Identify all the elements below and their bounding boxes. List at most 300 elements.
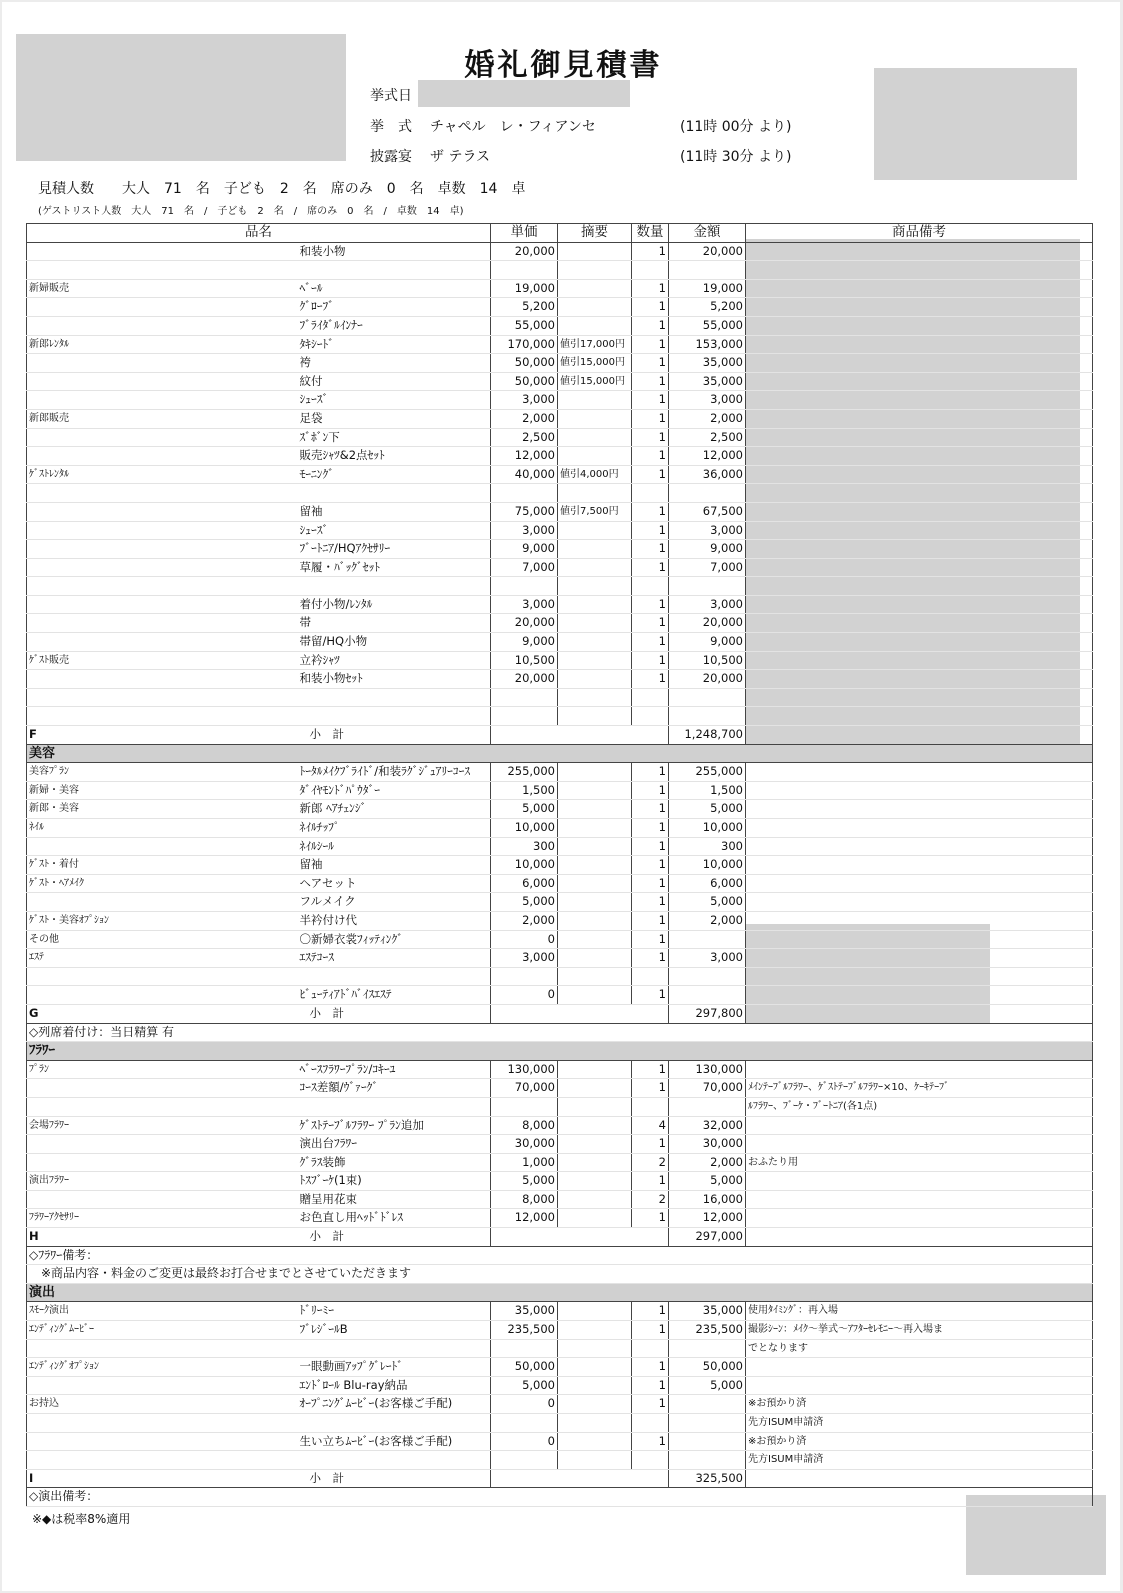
category-cell: ﾌﾟﾗﾝ — [27, 1060, 164, 1079]
remark-cell — [746, 335, 1093, 354]
remark-cell: 先方ISUM申請済 — [746, 1451, 1093, 1470]
table-row — [27, 800, 1093, 819]
unit-price-cell: 20,000 — [491, 242, 558, 261]
reception-label: 披露宴 — [370, 149, 412, 165]
memo-cell — [558, 967, 632, 986]
memo-cell — [558, 540, 632, 559]
item-name-cell — [164, 261, 491, 280]
quantity-cell: 1 — [632, 986, 669, 1005]
amount-cell: 5,200 — [669, 298, 746, 317]
table-row — [27, 967, 1093, 986]
quantity-cell: 1 — [632, 670, 669, 689]
unit-price-cell — [491, 484, 558, 503]
category-cell: ｴｽﾃ — [27, 949, 164, 968]
table-row — [27, 911, 1093, 930]
amount-cell: 12,000 — [669, 447, 746, 466]
item-name-cell: 和装小物ｾｯﾄ — [164, 670, 491, 689]
remark-cell — [746, 1190, 1093, 1209]
remark-cell — [746, 949, 1093, 968]
memo-cell — [558, 930, 632, 949]
remark-cell — [746, 558, 1093, 577]
amount-cell: 300 — [669, 837, 746, 856]
category-cell — [27, 1414, 164, 1433]
reception-venue: ザ テラス — [430, 149, 491, 165]
quantity-cell: 1 — [632, 595, 669, 614]
category-cell — [27, 298, 164, 317]
amount-cell: 5,000 — [669, 1172, 746, 1191]
table-row — [27, 1060, 1093, 1079]
unit-price-cell — [491, 688, 558, 707]
table-row — [27, 279, 1093, 298]
amount-cell: 36,000 — [669, 465, 746, 484]
memo-cell — [558, 633, 632, 652]
unit-price-cell: 0 — [491, 930, 558, 949]
remark-cell — [746, 856, 1093, 875]
unit-price-cell: 0 — [491, 986, 558, 1005]
remark-cell — [746, 986, 1093, 1005]
table-row — [27, 558, 1093, 577]
memo-cell — [558, 893, 632, 912]
quantity-cell: 1 — [632, 1060, 669, 1079]
unit-price-cell: 2,500 — [491, 428, 558, 447]
category-cell — [27, 1376, 164, 1395]
remark-cell: ﾙﾌﾗﾜｰ、ﾌﾞｰｹ・ﾌﾞｰﾄﾆｱ(各1点) — [746, 1097, 1093, 1116]
remark-cell — [746, 428, 1093, 447]
subtotal-amount: 325,500 — [669, 1469, 746, 1488]
memo-cell — [558, 577, 632, 596]
table-row — [27, 335, 1093, 354]
remark-cell — [746, 279, 1093, 298]
subtotal-remark — [746, 726, 1093, 745]
subtotal-code: F — [27, 726, 164, 745]
item-name-cell: ﾋﾞｭｰﾃｨｱﾄﾞﾊﾞｲｽｴｽﾃ — [164, 986, 491, 1005]
estimate-table — [26, 223, 1093, 1507]
memo-cell — [558, 949, 632, 968]
quantity-cell — [632, 1339, 669, 1358]
item-name-cell: ﾍﾞｰﾙ — [164, 279, 491, 298]
amount-cell — [669, 1395, 746, 1414]
category-cell — [27, 1432, 164, 1451]
item-name-cell: ｹﾞｽﾄﾃｰﾌﾞﾙﾌﾗﾜｰ ﾌﾟﾗﾝ追加 — [164, 1116, 491, 1135]
quantity-cell: 1 — [632, 874, 669, 893]
amount-cell: 20,000 — [669, 614, 746, 633]
amount-cell: 2,000 — [669, 1153, 746, 1172]
table-row — [27, 1209, 1093, 1228]
unit-price-cell: 6,000 — [491, 874, 558, 893]
unit-price-cell: 70,000 — [491, 1079, 558, 1098]
item-name-cell — [164, 577, 491, 596]
quantity-cell: 1 — [632, 1135, 669, 1154]
memo-cell: 値引15,000円 — [558, 354, 632, 373]
amount-cell: 3,000 — [669, 391, 746, 410]
category-cell: 新婦販売 — [27, 279, 164, 298]
category-cell — [27, 1190, 164, 1209]
amount-cell — [669, 930, 746, 949]
remark-cell — [746, 1376, 1093, 1395]
quantity-cell: 1 — [632, 465, 669, 484]
category-cell: ｹﾞｽﾄﾚﾝﾀﾙ — [27, 465, 164, 484]
memo-cell — [558, 1135, 632, 1154]
quantity-cell: 1 — [632, 298, 669, 317]
amount-cell: 9,000 — [669, 633, 746, 652]
table-row — [27, 986, 1093, 1005]
item-name-cell: ｴｽﾃｺｰｽ — [164, 949, 491, 968]
category-cell: 新郎販売 — [27, 409, 164, 428]
item-name-cell — [164, 1097, 491, 1116]
category-cell — [27, 428, 164, 447]
item-name-cell: ｽﾞﾎﾞﾝ下 — [164, 428, 491, 447]
amount-cell: 16,000 — [669, 1190, 746, 1209]
item-name-cell: ｸﾞﾗｽ装飾 — [164, 1153, 491, 1172]
subtotal-label: 小 計 — [164, 1228, 491, 1247]
table-row — [27, 521, 1093, 540]
quantity-cell: 1 — [632, 521, 669, 540]
unit-price-cell — [491, 707, 558, 726]
item-name-cell: 紋付 — [164, 372, 491, 391]
amount-cell: 5,000 — [669, 800, 746, 819]
category-cell: ｹﾞｽﾄ・ﾍｱﾒｲｸ — [27, 874, 164, 893]
remark-cell — [746, 1358, 1093, 1377]
estimate-page — [2, 2, 1120, 1591]
table-row — [27, 316, 1093, 335]
unit-price-cell: 20,000 — [491, 614, 558, 633]
category-cell — [27, 595, 164, 614]
amount-cell: 3,000 — [669, 595, 746, 614]
table-row — [27, 633, 1093, 652]
item-name-cell — [164, 967, 491, 986]
quantity-cell: 1 — [632, 856, 669, 875]
category-cell — [27, 1153, 164, 1172]
quantity-cell: 1 — [632, 1358, 669, 1377]
quantity-cell — [632, 484, 669, 503]
category-cell — [27, 1339, 164, 1358]
unit-price-cell: 5,000 — [491, 1376, 558, 1395]
category-cell: ﾈｲﾙ — [27, 819, 164, 838]
table-row — [27, 874, 1093, 893]
section-title: ﾌﾗﾜｰ — [27, 1042, 1093, 1061]
memo-cell — [558, 819, 632, 838]
remark-cell — [746, 893, 1093, 912]
header-quantity: 数量 — [632, 224, 669, 243]
amount-cell: 35,000 — [669, 372, 746, 391]
unit-price-cell: 20,000 — [491, 670, 558, 689]
table-row — [27, 1321, 1093, 1340]
memo-cell — [558, 874, 632, 893]
amount-cell: 20,000 — [669, 670, 746, 689]
quantity-cell: 1 — [632, 949, 669, 968]
note-row — [27, 1488, 1093, 1507]
unit-price-cell: 3,000 — [491, 949, 558, 968]
reception-time: (11時 30分 より) — [680, 149, 792, 165]
unit-price-cell: 10,000 — [491, 856, 558, 875]
item-name-cell: 草履・ﾊﾞｯｸﾞｾｯﾄ — [164, 558, 491, 577]
item-name-cell — [164, 688, 491, 707]
table-row — [27, 1135, 1093, 1154]
memo-cell — [558, 781, 632, 800]
subtotal-spacer — [491, 1004, 669, 1023]
memo-cell — [558, 1451, 632, 1470]
table-row — [27, 763, 1093, 782]
item-name-cell: フルメイク — [164, 893, 491, 912]
quantity-cell: 2 — [632, 1190, 669, 1209]
remark-cell: おふたり用 — [746, 1153, 1093, 1172]
unit-price-cell: 2,000 — [491, 409, 558, 428]
table-row — [27, 856, 1093, 875]
item-name-cell: 和装小物 — [164, 242, 491, 261]
table-row — [27, 707, 1093, 726]
table-row — [27, 670, 1093, 689]
memo-cell — [558, 242, 632, 261]
memo-cell — [558, 911, 632, 930]
unit-price-cell: 50,000 — [491, 372, 558, 391]
category-cell: 新郎ﾚﾝﾀﾙ — [27, 335, 164, 354]
quantity-cell: 1 — [632, 242, 669, 261]
item-name-cell — [164, 707, 491, 726]
table-row — [27, 261, 1093, 280]
category-cell — [27, 1451, 164, 1470]
remark-cell — [746, 595, 1093, 614]
item-name-cell: ﾀﾞｲﾔﾓﾝﾄﾞﾊﾟｳﾀﾞｰ — [164, 781, 491, 800]
category-cell — [27, 1097, 164, 1116]
header-amount: 金額 — [669, 224, 746, 243]
subtotal-amount: 1,248,700 — [669, 726, 746, 745]
quantity-cell — [632, 261, 669, 280]
redacted-stamp-block — [874, 68, 1077, 180]
item-name-cell: 足袋 — [164, 409, 491, 428]
remark-cell — [746, 688, 1093, 707]
category-cell: 美容ﾌﾟﾗﾝ — [27, 763, 164, 782]
category-cell: ﾌﾗﾜｰｱｸｾｻﾘｰ — [27, 1209, 164, 1228]
subtotal-amount: 297,000 — [669, 1228, 746, 1247]
memo-cell — [558, 1209, 632, 1228]
unit-price-cell: 40,000 — [491, 465, 558, 484]
memo-cell — [558, 1190, 632, 1209]
category-cell — [27, 372, 164, 391]
subtotal-spacer — [491, 726, 669, 745]
memo-cell — [558, 279, 632, 298]
item-name-cell: 販売ｼｬﾂ&2点ｾｯﾄ — [164, 447, 491, 466]
quantity-cell: 1 — [632, 1321, 669, 1340]
remark-cell: ※お預かり済 — [746, 1395, 1093, 1414]
remark-cell — [746, 819, 1093, 838]
quantity-cell: 1 — [632, 800, 669, 819]
memo-cell — [558, 447, 632, 466]
item-name-cell: ﾌﾞﾚｼﾞｰﾙB — [164, 1321, 491, 1340]
item-name-cell: 生い立ちﾑｰﾋﾞｰ(お客様ご手配) — [164, 1432, 491, 1451]
category-cell — [27, 447, 164, 466]
quantity-cell: 1 — [632, 372, 669, 391]
amount-cell — [669, 986, 746, 1005]
table-row — [27, 428, 1093, 447]
quantity-cell — [632, 707, 669, 726]
item-name-cell: ｸﾞﾛｰﾌﾞ — [164, 298, 491, 317]
unit-price-cell: 5,000 — [491, 1172, 558, 1191]
remark-cell — [746, 1135, 1093, 1154]
remark-cell — [746, 316, 1093, 335]
table-row — [27, 1116, 1093, 1135]
item-name-cell: 新郎 ﾍｱﾁｪﾝｼﾞ — [164, 800, 491, 819]
unit-price-cell: 170,000 — [491, 335, 558, 354]
category-cell — [27, 1079, 164, 1098]
table-row — [27, 651, 1093, 670]
ceremony-label: 挙 式 — [370, 119, 412, 135]
item-name-cell: ﾓｰﾆﾝｸﾞ — [164, 465, 491, 484]
item-name-cell: ﾀｷｼｰﾄﾞ — [164, 335, 491, 354]
table-row — [27, 595, 1093, 614]
unit-price-cell: 0 — [491, 1432, 558, 1451]
memo-cell — [558, 1172, 632, 1191]
remark-cell — [746, 930, 1093, 949]
quantity-cell: 1 — [632, 837, 669, 856]
quantity-cell: 1 — [632, 409, 669, 428]
table-row — [27, 781, 1093, 800]
section-title: 美容 — [27, 744, 1093, 763]
table-row — [27, 1172, 1093, 1191]
subtotal-label: 小 計 — [164, 726, 491, 745]
unit-price-cell: 0 — [491, 1395, 558, 1414]
item-name-cell: ｼｭｰｽﾞ — [164, 521, 491, 540]
amount-cell — [669, 577, 746, 596]
quantity-cell — [632, 688, 669, 707]
item-name-cell: 〇新婦衣裳ﾌｨｯﾃｨﾝｸﾞ — [164, 930, 491, 949]
unit-price-cell: 5,000 — [491, 800, 558, 819]
quantity-cell: 1 — [632, 614, 669, 633]
quantity-cell: 1 — [632, 893, 669, 912]
memo-cell — [558, 707, 632, 726]
category-cell — [27, 893, 164, 912]
unit-price-cell: 8,000 — [491, 1190, 558, 1209]
remark-cell — [746, 502, 1093, 521]
quantity-cell: 1 — [632, 391, 669, 410]
memo-cell — [558, 800, 632, 819]
section-header-row — [27, 744, 1093, 763]
unit-price-cell: 255,000 — [491, 763, 558, 782]
remark-cell — [746, 800, 1093, 819]
unit-price-cell: 1,000 — [491, 1153, 558, 1172]
category-cell — [27, 707, 164, 726]
page-title: 婚礼御見積書 — [464, 48, 663, 83]
table-row — [27, 949, 1093, 968]
quantity-cell: 1 — [632, 1376, 669, 1395]
category-cell: 会場ﾌﾗﾜｰ — [27, 1116, 164, 1135]
subtotal-remark — [746, 1469, 1093, 1488]
category-cell: その他 — [27, 930, 164, 949]
item-name-cell: 立衿ｼｬﾂ — [164, 651, 491, 670]
table-row — [27, 1432, 1093, 1451]
remark-cell — [746, 670, 1093, 689]
subtotal-label: 小 計 — [164, 1469, 491, 1488]
item-name-cell: ﾈｲﾙｼｰﾙ — [164, 837, 491, 856]
item-name-cell: 帯留/HQ小物 — [164, 633, 491, 652]
table-row — [27, 1190, 1093, 1209]
unit-price-cell: 9,000 — [491, 540, 558, 559]
category-cell: 演出ﾌﾗﾜｰ — [27, 1172, 164, 1191]
unit-price-cell: 3,000 — [491, 521, 558, 540]
item-name-cell — [164, 1339, 491, 1358]
category-cell: ｹﾞｽﾄ・着付 — [27, 856, 164, 875]
amount-cell — [669, 1339, 746, 1358]
quantity-cell — [632, 1451, 669, 1470]
subtotal-row — [27, 726, 1093, 745]
memo-cell — [558, 1097, 632, 1116]
table-row — [27, 1358, 1093, 1377]
amount-cell: 32,000 — [669, 1116, 746, 1135]
unit-price-cell: 5,200 — [491, 298, 558, 317]
amount-cell: 5,000 — [669, 1376, 746, 1395]
table-row — [27, 819, 1093, 838]
subtotal-spacer — [491, 1469, 669, 1488]
table-row — [27, 893, 1093, 912]
table-row — [27, 1339, 1093, 1358]
memo-cell — [558, 1414, 632, 1433]
unit-price-cell: 9,000 — [491, 633, 558, 652]
unit-price-cell: 50,000 — [491, 1358, 558, 1377]
note-text: ◇演出備考： — [27, 1488, 1093, 1507]
item-name-cell: ﾌﾞﾗｲﾀﾞﾙｲﾝﾅｰ — [164, 316, 491, 335]
category-cell — [27, 688, 164, 707]
quantity-cell: 1 — [632, 911, 669, 930]
memo-cell — [558, 1116, 632, 1135]
header-item-name: 品名 — [27, 224, 491, 243]
amount-cell: 1,500 — [669, 781, 746, 800]
amount-cell — [669, 261, 746, 280]
unit-price-cell — [491, 1451, 558, 1470]
section-title: 演出 — [27, 1283, 1093, 1302]
remark-cell — [746, 874, 1093, 893]
quantity-cell: 1 — [632, 930, 669, 949]
note-row — [27, 1265, 1093, 1284]
amount-cell: 5,000 — [669, 893, 746, 912]
quantity-cell — [632, 967, 669, 986]
memo-cell — [558, 688, 632, 707]
header-remarks: 商品備考 — [746, 224, 1093, 243]
category-cell — [27, 614, 164, 633]
remark-cell — [746, 484, 1093, 503]
memo-cell — [558, 428, 632, 447]
ceremony-date-label: 挙式日 — [370, 88, 412, 104]
item-name-cell — [164, 1414, 491, 1433]
item-name-cell: 帯 — [164, 614, 491, 633]
category-cell — [27, 633, 164, 652]
item-name-cell — [164, 484, 491, 503]
unit-price-cell: 1,500 — [491, 781, 558, 800]
subtotal-row — [27, 1469, 1093, 1488]
table-row — [27, 484, 1093, 503]
guestlist-line: (ゲストリスト人数 大人 71 名 / 子ども 2 名 / 席のみ 0 名 / 卓数 14 卓) — [38, 206, 464, 217]
amount-cell: 6,000 — [669, 874, 746, 893]
memo-cell — [558, 558, 632, 577]
note-text: ※商品内容・料金のご変更は最終お打合せまでとさせていただきます — [27, 1265, 1093, 1284]
unit-price-cell: 55,000 — [491, 316, 558, 335]
header-memo: 摘要 — [558, 224, 632, 243]
table-row — [27, 614, 1093, 633]
remark-cell — [746, 1116, 1093, 1135]
quantity-cell — [632, 1097, 669, 1116]
memo-cell — [558, 1060, 632, 1079]
amount-cell — [669, 967, 746, 986]
subtotal-code: G — [27, 1004, 164, 1023]
remark-cell: 撮影ｼｰﾝ：ﾒｲｸ〜挙式〜ｱﾌﾀｰｾﾚﾓﾆｰ〜再入場ま — [746, 1321, 1093, 1340]
memo-cell — [558, 595, 632, 614]
remark-cell — [746, 837, 1093, 856]
memo-cell — [558, 409, 632, 428]
quantity-cell: 1 — [632, 1432, 669, 1451]
table-row — [27, 577, 1093, 596]
table-row — [27, 1451, 1093, 1470]
category-cell: 新郎・美容 — [27, 800, 164, 819]
amount-cell: 153,000 — [669, 335, 746, 354]
amount-cell: 10,000 — [669, 819, 746, 838]
